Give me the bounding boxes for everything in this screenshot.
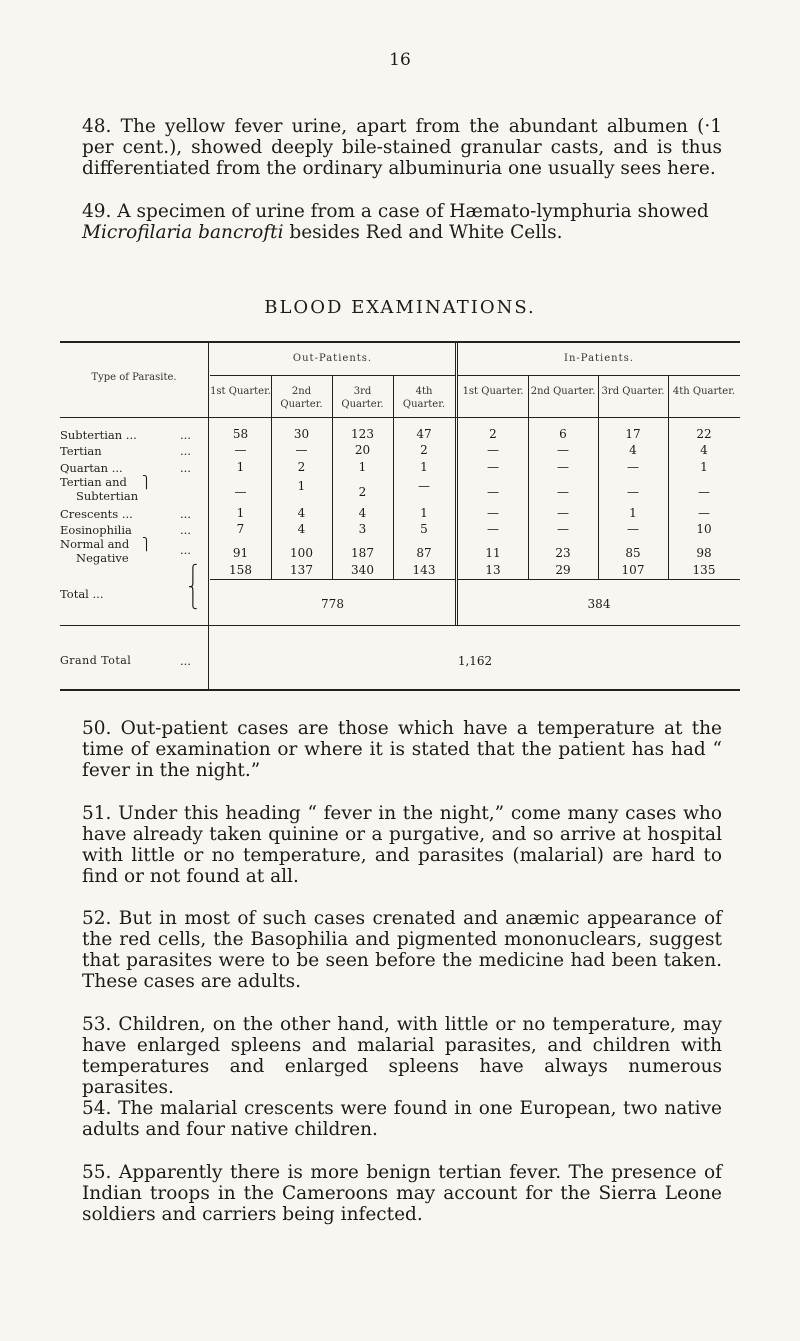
- total-split-rule-out: [210, 579, 455, 580]
- table-cell: 100: [290, 546, 313, 560]
- in-group-rule: [458, 375, 740, 376]
- paragraph-54: 54. The malarial crescents were found in one European, two native adults and four native children.: [82, 1098, 722, 1140]
- row-label-normal-negative-2: Negative: [76, 551, 129, 565]
- quarter-header: 4th Quarter.: [402, 386, 446, 410]
- paragraph-50: 50. Out-patient cases are those which have a temperature at the time of examination or where it is stated that the patient has had “ fever in the night.”: [82, 718, 722, 781]
- row-label-tertian-subtertian-2: Subtertian: [76, 489, 139, 503]
- row-label-tertian: Tertian: [60, 444, 102, 458]
- total-cell: 13: [485, 563, 501, 577]
- table-cell: 47: [416, 427, 432, 441]
- paragraph-49: [82, 201, 722, 243]
- table-cell: —: [627, 485, 639, 499]
- table-cell: 2: [358, 485, 367, 499]
- total-split-rule-in: [458, 579, 740, 580]
- row-label-crescents: Crescents ...: [60, 507, 133, 521]
- grand-total-value: 1,162: [457, 654, 493, 668]
- brace-icon: ⎫: [142, 475, 151, 489]
- group-in-patients: In-Patients.: [564, 353, 634, 364]
- table-cell: 4: [297, 506, 306, 520]
- leader-dots: ...: [180, 654, 191, 668]
- table-cell: 17: [625, 427, 641, 441]
- table-cell: 7: [236, 522, 245, 536]
- total-cell: 137: [290, 563, 313, 577]
- table-cell: 85: [625, 546, 641, 560]
- quarter-header: 3rd Quarter.: [341, 386, 384, 410]
- total-cell: 340: [351, 563, 374, 577]
- paragraph-55: 55. Apparently there is more benign tertian fever. The presence of Indian troops in the Cameroons may account for the Sierra Leone soldiers and carriers being infected.: [82, 1162, 722, 1225]
- leader-dots: ...: [180, 523, 191, 537]
- paragraph-53: 53. Children, on the other hand, with little or no temperature, may have enlarged spleens and malarial parasites, and children with temperatures and enlarged spleens have always numerous parasites.: [82, 1014, 722, 1098]
- table-cell: 10: [696, 522, 712, 536]
- table-cell: 4: [700, 443, 708, 457]
- table-cell: —: [698, 506, 710, 520]
- table-cell: 2: [297, 460, 306, 474]
- table-bottom-rule: [60, 689, 740, 691]
- table-cell: —: [295, 443, 308, 457]
- total-out-patients: 778: [321, 597, 344, 611]
- table-cell: —: [487, 522, 499, 536]
- table-cell: 187: [351, 546, 374, 560]
- leader-dots: ...: [180, 507, 191, 521]
- table-cell: —: [557, 506, 569, 520]
- table-cell: —: [698, 485, 710, 499]
- table-cell: 1: [420, 460, 428, 474]
- table-cell: —: [627, 460, 639, 474]
- table-cell: 23: [555, 546, 571, 560]
- row-label-normal-negative-1: Normal and: [60, 537, 130, 551]
- table-top-rule: [60, 341, 740, 343]
- table-cell: —: [557, 460, 569, 474]
- table-cell: 2: [420, 443, 428, 457]
- table-cell: 123: [351, 427, 374, 441]
- table-cell: —: [487, 443, 499, 457]
- table-cell: 1: [700, 460, 708, 474]
- table-cell: 4: [629, 443, 637, 457]
- quarter-header: 4th Quarter.: [672, 386, 736, 397]
- table-cell: 30: [293, 427, 310, 441]
- quarter-header: 1st Quarter.: [462, 386, 524, 397]
- quarter-header: 2nd Quarter.: [280, 386, 323, 410]
- total-bottom-rule: [60, 625, 740, 626]
- grand-total-label: Grand Total: [60, 654, 132, 667]
- group-out-patients: Out-Patients.: [292, 353, 373, 364]
- table-cell: 6: [559, 427, 567, 441]
- paragraph-52: 52. But in most of such cases crenated and anæmic appearance of the red cells, the Basophilia and pigmented mononuclears, suggest that parasites were to be seen before the medicine had been taken. These cases are adults.: [82, 908, 722, 992]
- table-cell: —: [487, 460, 499, 474]
- table-cell: —: [487, 506, 499, 520]
- table-cell: —: [557, 522, 569, 536]
- table-cell: —: [557, 443, 569, 457]
- table-cell: 3: [358, 522, 367, 536]
- quarter-header: 3rd Quarter.: [601, 386, 665, 397]
- row-label-tertian-subtertian-1: Tertian and: [60, 475, 127, 489]
- table-cell: 11: [485, 546, 501, 560]
- table-cell: —: [557, 485, 569, 499]
- total-cell: 143: [412, 563, 436, 577]
- quarter-header: 2nd Quarter.: [530, 386, 596, 397]
- table-cell: 87: [416, 546, 432, 560]
- quarter-header: 1st Quarter.: [210, 386, 271, 397]
- table-cell: 2: [489, 427, 497, 441]
- total-cell: 158: [229, 563, 252, 577]
- total-cell: 135: [692, 563, 716, 577]
- page-number: 16: [389, 50, 411, 70]
- table-cell: 20: [354, 443, 371, 457]
- table-cell: 1: [420, 506, 428, 520]
- brace-icon: ⎫: [142, 537, 151, 551]
- table-cell: 1: [236, 460, 245, 474]
- table-cell: 58: [232, 427, 249, 441]
- header-bottom-rule: [60, 417, 740, 418]
- row-label-quartan: Quartan ...: [60, 461, 123, 475]
- group-divider: [455, 341, 458, 625]
- brace-icon: ⎧ ⎨ ⎩: [188, 565, 198, 610]
- table-cell: 4: [297, 522, 306, 536]
- table-cell: 22: [696, 427, 712, 441]
- table-cell: 91: [232, 546, 249, 560]
- table-title: BLOOD EXAMINATIONS.: [264, 297, 536, 318]
- table-cell: —: [234, 443, 247, 457]
- label-column-rule: [208, 341, 209, 691]
- total-cell: 107: [621, 563, 645, 577]
- total-in-patients: 384: [587, 597, 611, 611]
- table-cell: 1: [297, 479, 306, 493]
- total-cell: 29: [555, 563, 571, 577]
- table-cell: 4: [358, 506, 367, 520]
- table-cell: 1: [236, 506, 245, 520]
- row-label-subtertian: Subtertian ...: [60, 428, 137, 442]
- paragraph-51: 51. Under this heading “ fever in the night,” come many cases who have already taken quinine or a purgative, and so arrive at hospital with little or no temperature, and parasites (malarial) are hard to find or not found at all.: [82, 803, 722, 887]
- table-cell: 1: [358, 460, 367, 474]
- table-cell: 5: [420, 522, 428, 536]
- leader-dots: ...: [180, 461, 191, 475]
- paragraph-48: 48. The yellow fever urine, apart from the abundant albumen (·1 per cent.), showed deeply bile-stained granular casts, and is thus differentiated from the ordinary albuminuria one usually sees here.: [82, 116, 722, 179]
- table-cell: 1: [629, 506, 637, 520]
- leader-dots: ...: [180, 444, 191, 458]
- table-cell: —: [418, 479, 430, 493]
- table-cell: —: [627, 522, 639, 536]
- total-label: Total ...: [60, 587, 104, 601]
- leader-dots: ...: [180, 428, 191, 442]
- paragraph-49-end: besides Red and White Cells.: [289, 222, 563, 243]
- paragraph-49-text: 49. A specimen of urine from a case of Hæmato-lymphuria showed: [82, 201, 709, 222]
- row-label-eosinophilia: Eosinophilia: [60, 523, 132, 537]
- leader-dots: ...: [180, 543, 191, 557]
- blood-examinations-table: [60, 341, 740, 691]
- table-cell: —: [487, 485, 499, 499]
- row-header: Type of Parasite.: [91, 372, 177, 383]
- paragraph-49-species: Microfilaria bancrofti: [82, 222, 284, 243]
- table-cell: —: [234, 485, 247, 499]
- table-cell: 98: [696, 546, 712, 560]
